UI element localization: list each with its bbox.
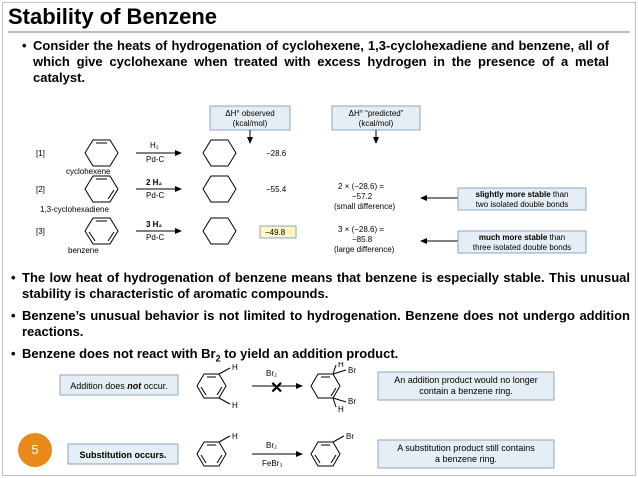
hydrogenation-figure xyxy=(28,98,626,260)
addition-label-em: not xyxy=(127,381,142,391)
row2-note-line1 xyxy=(476,190,569,199)
bullet-text: Consider the heats of hydrogenation of cyclohexene, 1,3-cyclohexadiene and benzene, all of which give cyclohexane when treated with excess hydrogen in the presence of a metal catalyst. xyxy=(33,38,609,85)
bullet-icon: • xyxy=(11,346,16,361)
bromobenzene-structure xyxy=(311,436,344,466)
product-br-bottom: Br xyxy=(348,397,356,406)
observed-header-2: (kcal/mol) xyxy=(232,119,268,128)
row3-note-bold: much more stable xyxy=(478,233,548,242)
cross-icon: ✕ xyxy=(270,380,284,397)
predicted-header-2: (kcal/mol) xyxy=(358,119,394,128)
cyclohexadiene-structure xyxy=(85,176,118,202)
substitution-note-2: a benzene ring. xyxy=(434,454,498,464)
row3-catalyst: Pd-C xyxy=(146,233,165,242)
title-divider xyxy=(8,31,630,33)
substitution-reagent-1: Br₂ xyxy=(266,441,278,450)
row2-pred-3: (small difference) xyxy=(334,202,396,211)
cyclohexene-structure xyxy=(85,140,118,166)
row1-observed: −28.6 xyxy=(266,149,287,158)
observed-header-1: ΔH° observed xyxy=(225,109,275,118)
product-h-top: H xyxy=(338,362,344,369)
product-br-top: Br xyxy=(348,366,356,375)
row1-name: cyclohexene xyxy=(66,167,111,176)
row2-catalyst: Pd-C xyxy=(146,191,165,200)
row3-pred-3: (large difference) xyxy=(334,245,395,254)
row3-pred-1: 3 × (−28.6) = xyxy=(338,225,385,234)
substitution-note-1: A substitution product still contains xyxy=(397,443,535,453)
row2-pred-1: 2 × (−28.6) = xyxy=(338,182,385,191)
row2-note-bold: slightly more stable xyxy=(475,190,551,199)
bullet-icon: • xyxy=(22,38,27,53)
row2-note-line2: two isolated double bonds xyxy=(475,200,569,209)
row2-index: [2] xyxy=(36,185,45,194)
row2-note-rest: than xyxy=(550,190,569,199)
addition-label-post: occur. xyxy=(141,381,168,391)
substitution-h: H xyxy=(232,432,238,441)
row2-reagent: 2 H₂ xyxy=(146,178,163,187)
substitution-reagent-2: FeBr₃ xyxy=(262,459,283,468)
cyclohexane-product-2 xyxy=(203,176,236,202)
bullet-icon: • xyxy=(11,270,16,285)
predicted-header-1: ΔH° “predicted” xyxy=(348,109,404,118)
row2-observed: −55.4 xyxy=(266,185,287,194)
row1-catalyst: Pd-C xyxy=(146,155,165,164)
row3-note-line1 xyxy=(479,233,565,242)
bullet-unusual-behavior xyxy=(11,308,630,340)
slide-title: Stability of Benzene xyxy=(8,4,218,29)
cyclohexane-product-1 xyxy=(203,140,236,166)
addition-note-2: contain a benzene ring. xyxy=(419,386,513,396)
row3-name: benzene xyxy=(68,246,99,255)
addition-note-1: An addition product would no longer xyxy=(394,375,538,385)
row1-index: [1] xyxy=(36,149,45,158)
row3-pred-2: −85.8 xyxy=(352,235,373,244)
product-h-bottom: H xyxy=(338,405,344,414)
row3-note-line2: three isolated double bonds xyxy=(472,243,572,252)
addition-reagent: Br₂ xyxy=(266,369,278,378)
benzene-reactant-2 xyxy=(197,436,230,466)
row2-pred-2: −57.2 xyxy=(352,192,373,201)
bullet-low-heat xyxy=(11,270,630,302)
bullet-text-post: to yield an addition product. xyxy=(220,346,399,361)
cyclohexane-product-3 xyxy=(203,218,236,244)
benzene-structure xyxy=(85,218,118,244)
row3-note-rest: than xyxy=(547,233,566,242)
bullet-heats-of-hydrogenation xyxy=(22,38,609,86)
bullet-icon: • xyxy=(11,308,16,323)
addition-h-bottom: H xyxy=(232,401,238,410)
benzene-reactant-1 xyxy=(197,368,230,404)
row3-reagent: 3 H₂ xyxy=(146,220,163,229)
row3-index: [3] xyxy=(36,227,45,236)
row2-name: 1,3-cyclohexadiene xyxy=(40,205,109,214)
addition-product-structure xyxy=(311,365,346,407)
substitution-label: Substitution occurs. xyxy=(79,450,167,460)
bullet-text: The low heat of hydrogenation of benzene means that benzene is especially stable. This unusual stability is characteristic of aromatic compounds. xyxy=(22,270,630,301)
addition-label xyxy=(70,381,168,391)
addition-label-pre: Addition does xyxy=(70,381,128,391)
addition-h-top: H xyxy=(232,363,238,372)
substitution-br: Br xyxy=(346,432,354,441)
reactions-figure xyxy=(56,362,566,474)
bullet-text-sub: 2 xyxy=(215,353,221,364)
row3-observed: −49.8 xyxy=(265,228,286,237)
slide-number: 5 xyxy=(18,433,52,467)
bullet-text: Benzene’s unusual behavior is not limited to hydrogenation. Benzene does not undergo addition reactions. xyxy=(22,308,630,339)
bullet-text-pre: Benzene does not react with Br xyxy=(22,346,216,361)
row1-reagent: H₂ xyxy=(150,141,159,150)
